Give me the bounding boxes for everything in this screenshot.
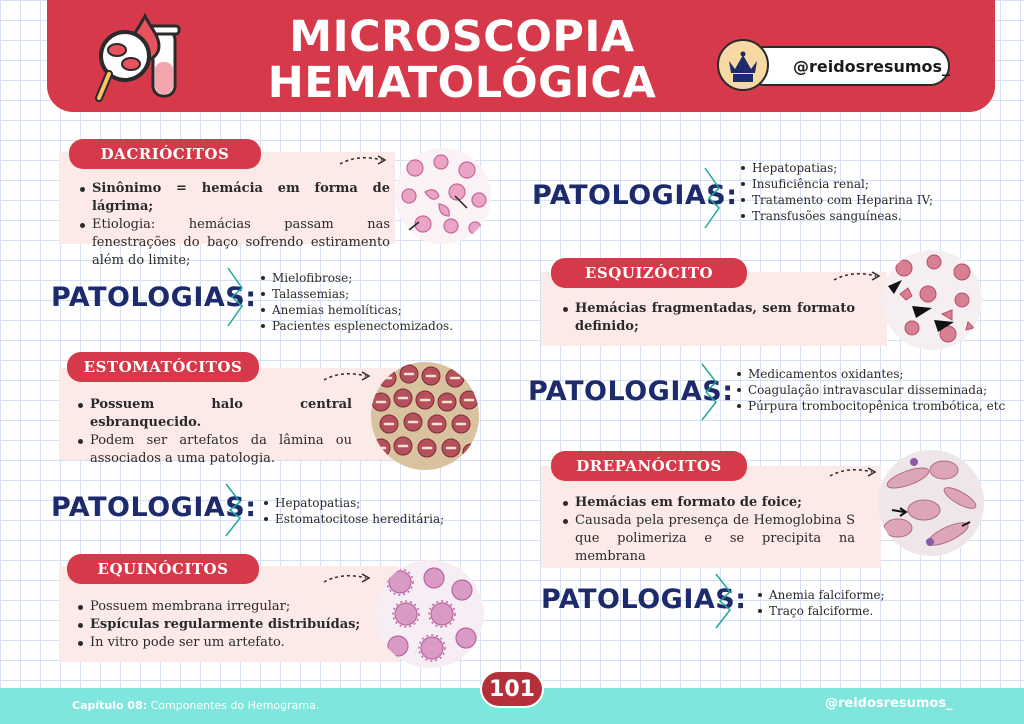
patologias-heading: PATOLOGIAS: <box>51 492 257 523</box>
brace-icon <box>224 482 246 538</box>
tag-equinocitos <box>67 554 259 584</box>
tag-drepanocitos <box>551 451 747 481</box>
esquizocito-micrograph <box>882 250 982 350</box>
list-item: Talassemias; <box>259 286 459 302</box>
list-item: Causada pela presença de Hemoglobina S que polimeriza e se precipita na membrana <box>561 512 855 566</box>
tag-label: DREPANÓCITOS <box>576 457 722 475</box>
arrow-icon <box>338 154 388 168</box>
list-item: Transfusões sanguíneas. <box>739 208 979 224</box>
footer-handle[interactable]: @reidosresumos_ <box>825 696 953 711</box>
drepanocitos-micrograph <box>878 450 984 556</box>
microscopy-icon <box>95 12 185 108</box>
title-line-1: MICROSCOPIA <box>289 12 635 62</box>
esquizocito-bullets <box>561 300 855 336</box>
title-line-2: HEMATOLÓGICA <box>267 58 657 108</box>
list-item: Mielofibrose; <box>259 270 459 286</box>
patologias-list <box>262 495 462 527</box>
list-item: Sinônimo = hemácia em forma de lágrima; <box>78 180 390 216</box>
list-item: Espículas regularmente distribuídas; <box>76 616 376 634</box>
patologias-heading: PATOLOGIAS: <box>51 282 257 313</box>
arrow-icon <box>828 466 878 480</box>
patologias-list <box>735 366 1015 414</box>
footer-chapter <box>72 699 319 712</box>
list-item: Podem ser artefatos da lâmina ou associados a uma patologia. <box>76 432 352 468</box>
page-number: 101 <box>480 670 544 708</box>
list-item: Medicamentos oxidantes; <box>735 366 1015 382</box>
brace-icon <box>700 362 722 422</box>
list-item: Possuem membrana irregular; <box>76 598 376 616</box>
list-item: Pacientes esplenectomizados. <box>259 318 459 334</box>
tag-estomatocitos <box>67 352 259 382</box>
page-title <box>247 14 677 106</box>
list-item: In vitro pode ser um artefato. <box>76 634 376 652</box>
chapter-label: Capítulo 08: <box>72 699 148 712</box>
tag-label: ESQUIZÓCITO <box>584 264 714 282</box>
list-item: Púrpura trombocitopênica trombótica, etc <box>735 398 1015 414</box>
brace-icon <box>226 266 248 328</box>
patologias-heading: PATOLOGIAS: <box>541 584 747 615</box>
list-item: Hemácias fragmentadas, sem formato definido; <box>561 300 855 336</box>
list-item: Possuem halo central esbranquecido. <box>76 396 352 432</box>
list-item: Estomatocitose hereditária; <box>262 511 462 527</box>
tag-label: DACRIÓCITOS <box>100 145 230 163</box>
dacriocitos-micrograph <box>395 148 491 244</box>
crown-logo-icon <box>717 39 769 91</box>
equinocitos-bullets <box>76 598 376 652</box>
list-item: Etiologia: hemácias passam nas fenestrações do baço sofrendo estiramento além do limite; <box>78 216 390 270</box>
drepanocitos-bullets <box>561 494 855 566</box>
list-item: Anemia falciforme; <box>756 587 956 603</box>
patologias-list <box>739 160 979 224</box>
patologias-heading: PATOLOGIAS: <box>528 376 734 407</box>
list-item: Coagulação intravascular disseminada; <box>735 382 1015 398</box>
list-item: Anemias hemolíticas; <box>259 302 459 318</box>
handle-text: @reidosresumos_ <box>793 56 951 76</box>
patologias-list <box>756 587 956 619</box>
arrow-icon <box>322 370 372 384</box>
list-item: Insuficiência renal; <box>739 176 979 192</box>
tag-label: ESTOMATÓCITOS <box>83 358 243 376</box>
estomatocitos-bullets <box>76 396 352 468</box>
list-item: Hepatopatias; <box>739 160 979 176</box>
brace-icon <box>714 572 736 630</box>
list-item: Hepatopatias; <box>262 495 462 511</box>
tag-label: EQUINÓCITOS <box>97 560 229 578</box>
tag-dacriocitos <box>69 139 261 169</box>
estomatocitos-micrograph <box>371 362 479 470</box>
equinocitos-micrograph <box>376 560 484 668</box>
patologias-list <box>259 270 459 334</box>
arrow-icon <box>832 270 882 284</box>
arrow-icon <box>322 572 372 586</box>
tag-esquizocito <box>551 258 747 288</box>
list-item: Tratamento com Heparina IV; <box>739 192 979 208</box>
list-item: Hemácias em formato de foice; <box>561 494 855 512</box>
patologias-heading: PATOLOGIAS: <box>532 180 738 211</box>
dacriocitos-bullets <box>78 180 390 270</box>
handle-badge[interactable] <box>745 46 950 86</box>
chapter-title: Componentes do Hemograma. <box>150 699 320 712</box>
brace-icon <box>703 166 725 230</box>
list-item: Traço falciforme. <box>756 603 956 619</box>
